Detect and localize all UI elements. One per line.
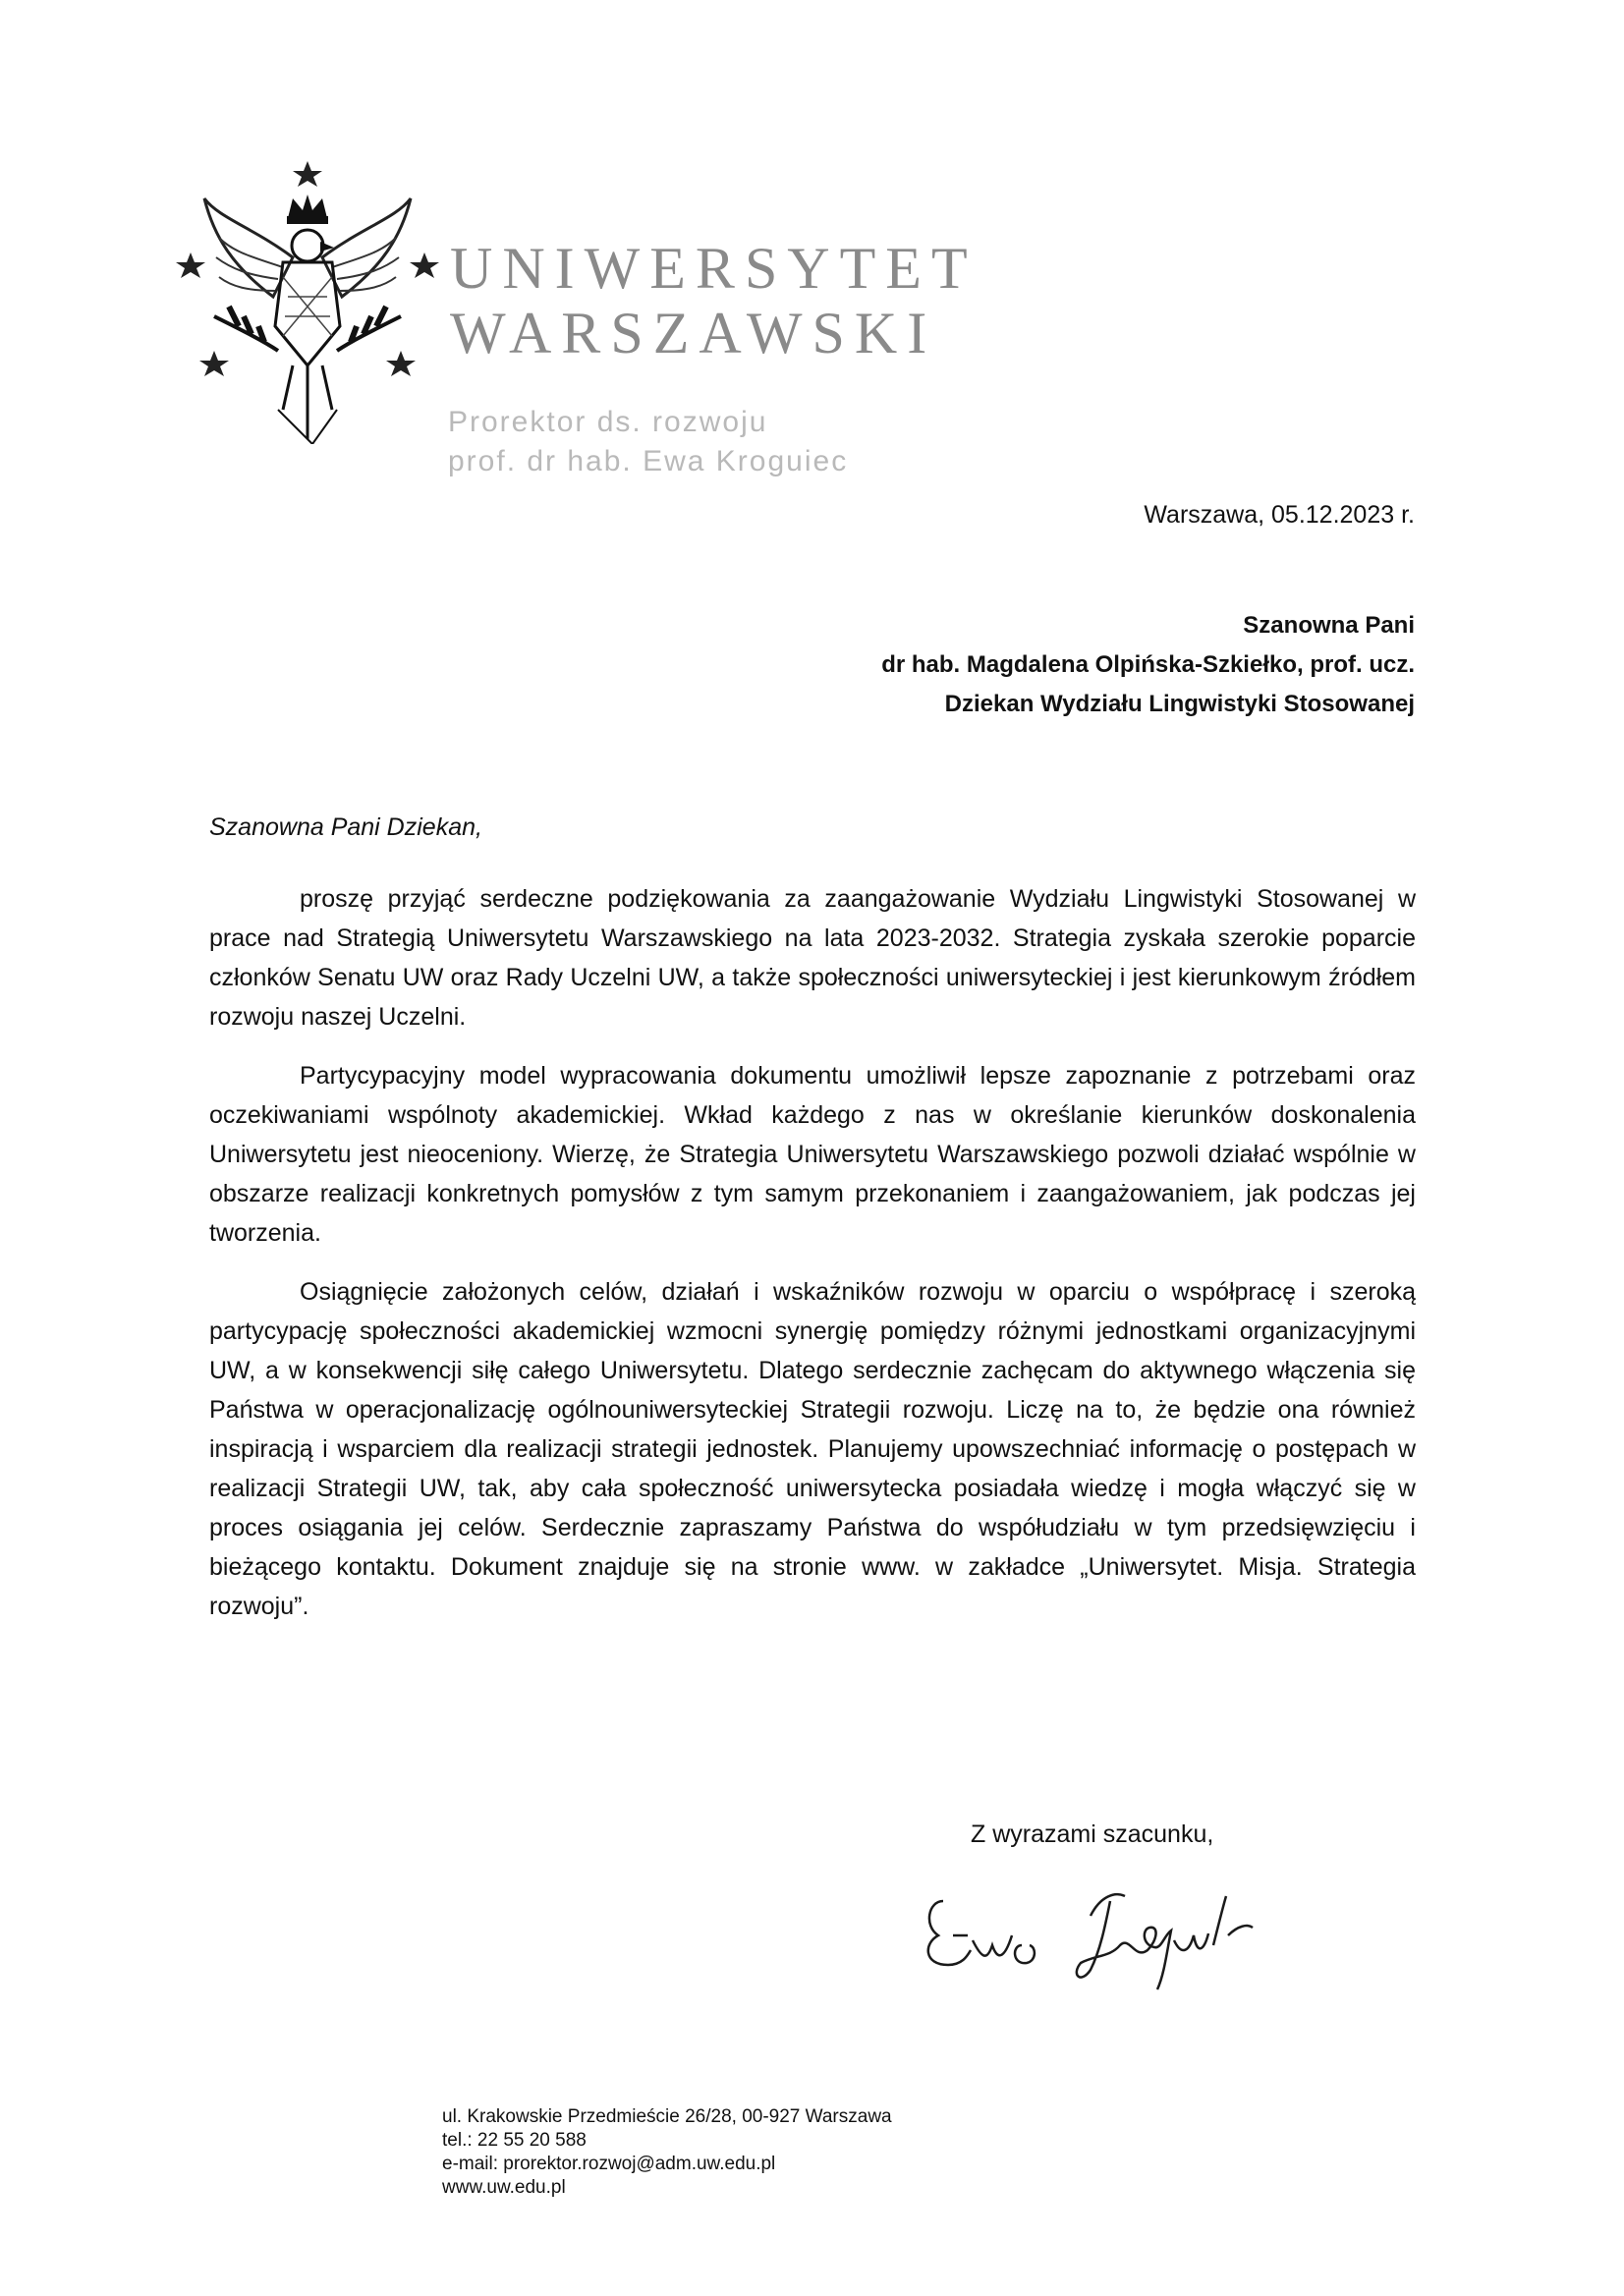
footer-contact — [442, 2105, 892, 2200]
university-name-line-2: WARSZAWSKI — [450, 301, 937, 365]
recipient-title: Dziekan Wydziału Lingwistyki Stosowanej — [944, 691, 1415, 717]
recipient-name: dr hab. Magdalena Olpińska-Szkiełko, prof. ucz. — [881, 651, 1415, 678]
footer-email: e-mail: prorektor.rozwoj@adm.uw.edu.pl — [442, 2154, 776, 2174]
body-paragraph-1: proszę przyjąć serdeczne podziękowania za zaangażowanie Wydziału Lingwistyki Stosowanej w prace nad Strategią Uniwersytetu Warszawskiego na lata 2023-2032. Strategia zyskała szerokie poparcie członków Senatu UW oraz Rady Uczelni UW, a także społeczności uniwersyteckiej i jest kierunkowym źródłem rozwoju naszej Uczelni. — [209, 885, 1416, 1031]
office-header — [448, 403, 848, 481]
office-person: prof. dr hab. Ewa Kroguiec — [448, 445, 849, 477]
university-name-line-1: UNIWERSYTET — [450, 236, 978, 301]
footer-address: ul. Krakowskie Przedmieście 26/28, 00-927 Warszawa — [442, 2106, 892, 2127]
university-name — [450, 236, 978, 365]
letter-date: Warszawa, 05.12.2023 r. — [1144, 501, 1415, 529]
body-paragraph-3: Osiągnięcie założonych celów, działań i wskaźników rozwoju w oparciu o współpracę i szeroką partycypację społeczności akademickiej wzmocni synergię pomiędzy różnymi jednostkami organizacyjnymi UW, a w konsekwencji siłę całego Uniwersytetu. Dlatego serdecznie zachęcam do aktywnego włączenia się Państwa w operacjonalizację ogólnouniwersyteckiej Strategii rozwoju. Liczę na to, że będzie ona również inspiracją i wsparciem dla realizacji strategii jednostek. Planujemy upowszechniać informację o postępach w realizacji Strategii UW, tak, aby cała społeczność uniwersytecka posiadała wiedzę i mogła włączyć się w proces osiągania jej celów. Serdecznie zapraszamy Państwa do współudziału w tym przedsięwzięciu i bieżącego kontaktu. Dokument znajduje się na stronie www. w zakładce „Uniwersytet. Misja. Strategia rozwoju”. — [209, 1278, 1416, 1620]
university-eagle-logo — [175, 159, 440, 444]
body-paragraph-2: Partycypacyjny model wypracowania dokumentu umożliwił lepsze zapoznanie z potrzebami oraz oczekiwaniami wspólnoty akademickiej. Wkład każdego z nas w określanie kierunków doskonalenia Uniwersytetu jest nieoceniony. Wierzę, że Strategia Uniwersytetu Warszawskiego pozwoli działać wspólnie w obszarze realizacji konkretnych pomysłów z tym samym przekonaniem i zaangażowaniem, jak podczas jej tworzenia. — [209, 1062, 1416, 1247]
closing-phrase: Z wyrazami szacunku, — [971, 1820, 1214, 1848]
footer-phone: tel.: 22 55 20 588 — [442, 2130, 587, 2151]
recipient-greeting: Szanowna Pani — [1243, 612, 1415, 639]
handwritten-signature — [914, 1867, 1287, 1994]
recipient-block — [881, 606, 1415, 724]
office-title: Prorektor ds. rozwoju — [448, 406, 768, 438]
letter-body — [209, 879, 1416, 1646]
salutation: Szanowna Pani Dziekan, — [209, 813, 482, 841]
footer-website: www.uw.edu.pl — [442, 2177, 566, 2198]
